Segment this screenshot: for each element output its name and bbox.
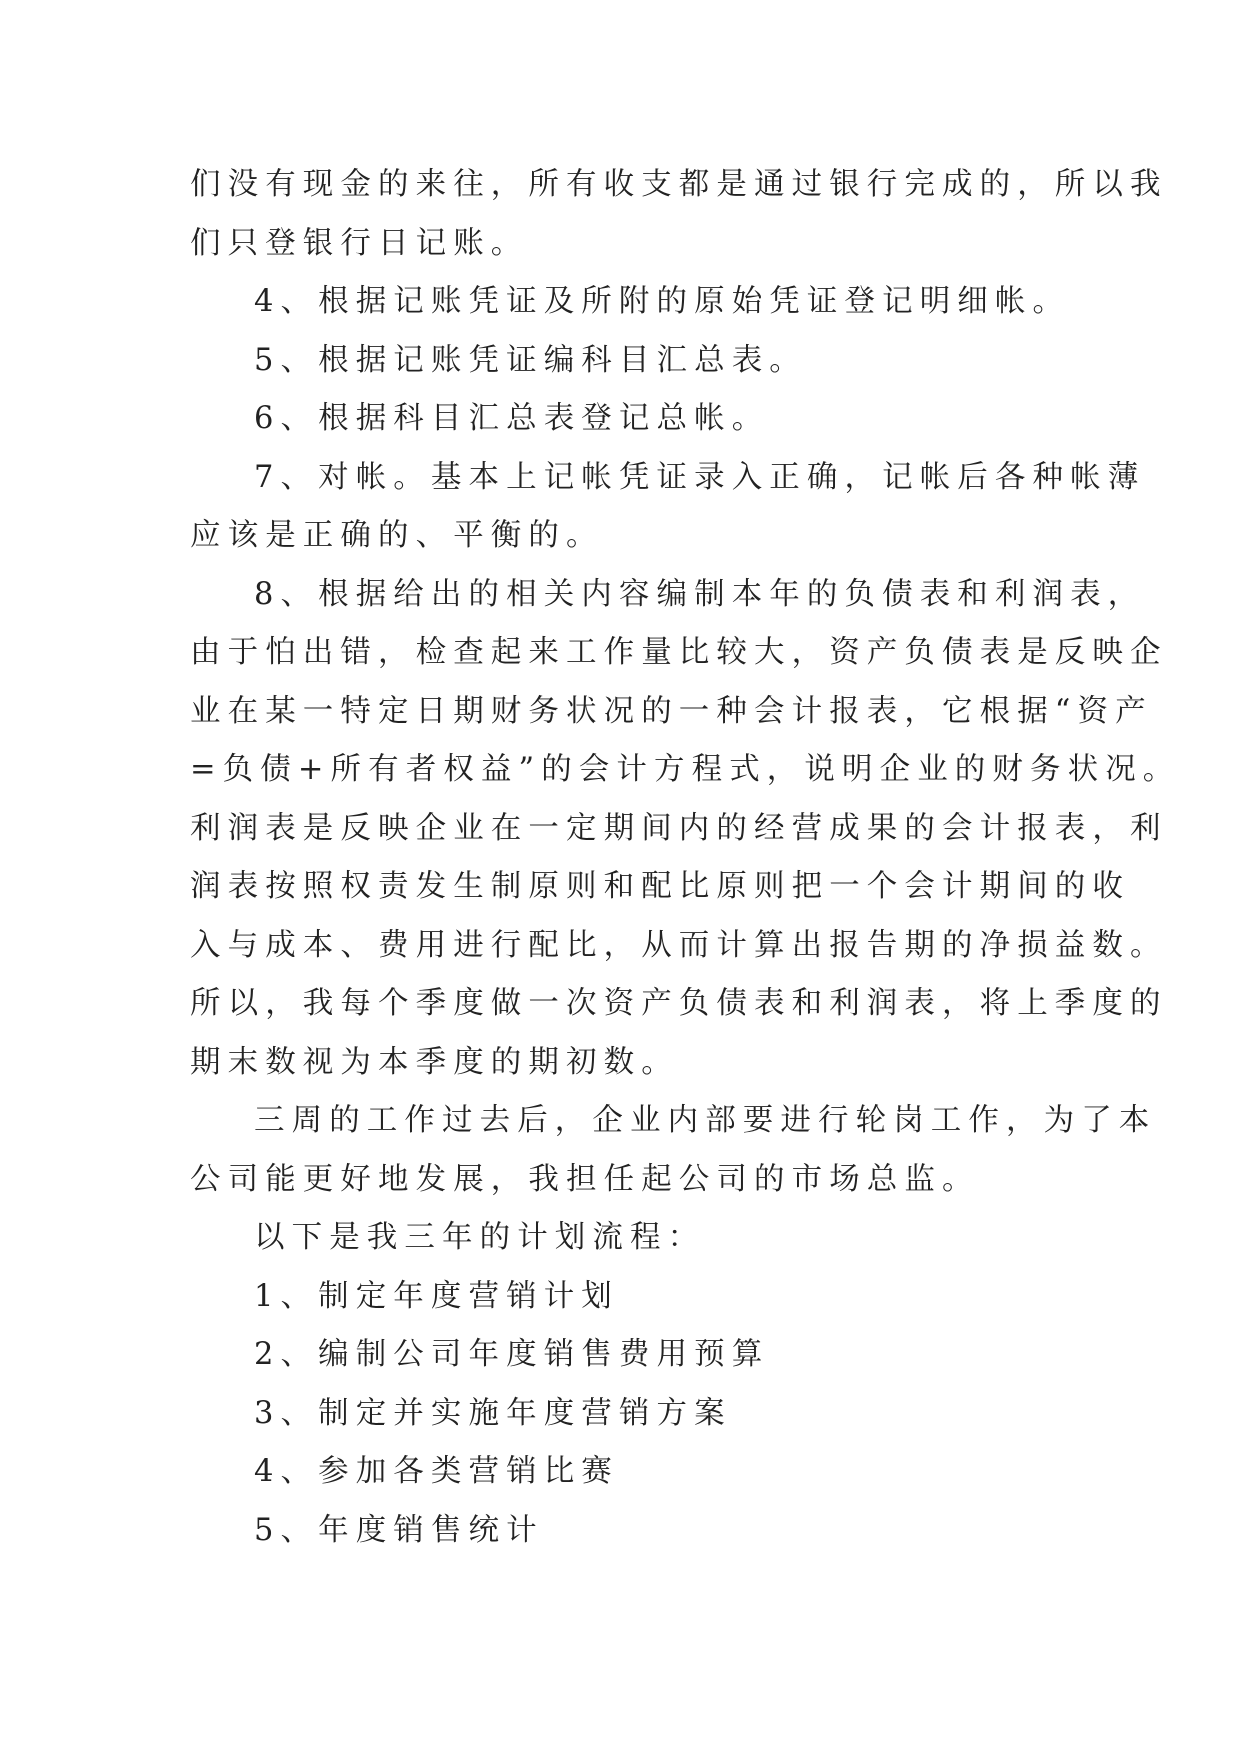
text-line: 公司能更好地发展，我担任起公司的市场总监。 (190, 1161, 980, 1197)
text-line: =负债+所有者权益”的会计方程式，说明企业的财务状况。 (190, 752, 1181, 787)
list-item: 5、年度销售统计 (254, 1512, 544, 1548)
list-item: 3、制定并实施年度营销方案 (254, 1395, 732, 1431)
text-line: 应该是正确的、平衡的。 (190, 518, 604, 553)
list-item: 4、参加各类营销比赛 (254, 1454, 619, 1489)
text-line: 由于怕出错，检查起来工作量比较大，资产负债表是反映企 (190, 635, 1168, 670)
text-line: 4、根据记账凭证及所附的原始凭证登记明细帐。 (254, 284, 1071, 319)
text-line: 期末数视为本季度的期初数。 (190, 1044, 679, 1080)
text-line: 8、根据给出的相关内容编制本年的负债表和利润表， (254, 576, 1146, 612)
document-page (190, 156, 1181, 1560)
text-line: 6、根据科目汇总表登记总帐。 (254, 401, 770, 436)
text-line: 们只登银行日记账。 (190, 225, 529, 261)
text-line: 润表按照权责发生制原则和配比原则把一个会计期间的收 (190, 869, 1130, 904)
text-line: 7、对帐。基本上记帐凭证录入正确，记帐后各种帐薄 (254, 459, 1146, 495)
list-item: 1、制定年度营销计划 (254, 1278, 619, 1314)
text-line: 三周的工作过去后，企业内部要进行轮岗工作，为了本 (254, 1103, 1157, 1138)
text-line: 业在某一特定日期财务状况的一种会计报表，它根据“资产 (190, 693, 1153, 729)
list-item: 2、编制公司年度销售费用预算 (254, 1337, 770, 1372)
text-line: 入与成本、费用进行配比，从而计算出报告期的净损益数。 (190, 927, 1168, 963)
text-line: 5、根据记账凭证编科目汇总表。 (254, 342, 807, 378)
text-line: 利润表是反映企业在一定期间内的经营成果的会计报表，利 (190, 810, 1168, 846)
text-line: 所以，我每个季度做一次资产负债表和利润表，将上季度的 (190, 986, 1168, 1021)
text-line: 以下是我三年的计划流程： (254, 1220, 706, 1255)
text-line: 们没有现金的来往，所有收支都是通过银行完成的，所以我 (190, 167, 1168, 202)
